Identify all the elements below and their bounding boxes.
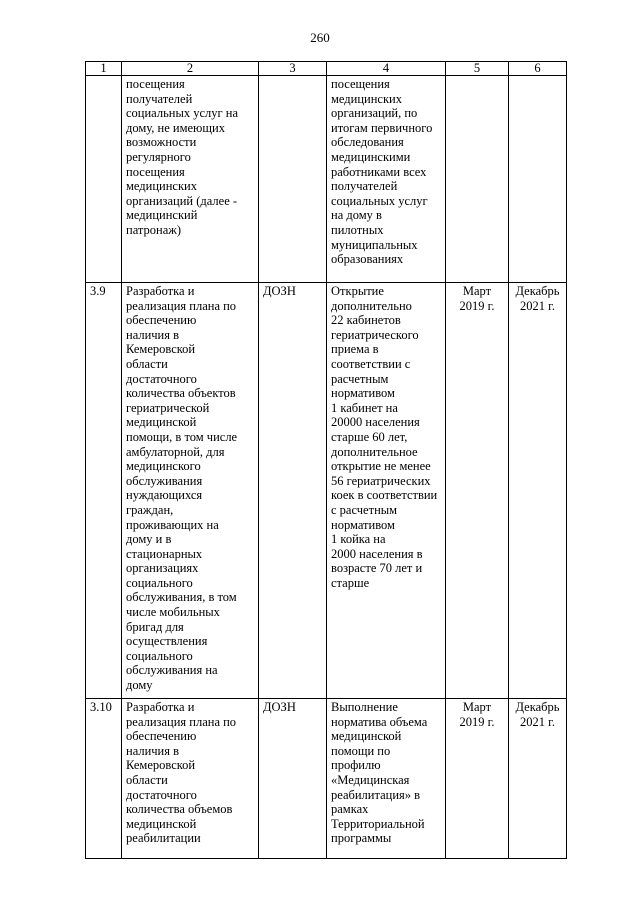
activity-cell: посещения получателей социальных услуг на дому, не имеющих возможности регулярного посещения медицинских организаций (далее - медицинский патронаж) <box>122 76 259 283</box>
activity-cell: Разработка и реализация плана по обеспечению наличия в Кемеровской области достаточного количества объемов медицинской реабилитации <box>122 699 259 859</box>
start-date-cell: Март 2019 г. <box>446 699 509 859</box>
end-date-cell: Декабрь 2021 г. <box>509 699 567 859</box>
start-date-cell <box>446 76 509 283</box>
table-row <box>86 283 567 699</box>
row-number-cell: 3.10 <box>86 699 122 859</box>
result-cell: Выполнение норматива объема медицинской помощи по профилю «Медицинская реабилитация» в рамках Территориальной программы <box>327 699 446 859</box>
column-header: 1 <box>86 62 122 76</box>
measures-table <box>85 61 567 859</box>
end-date-cell: Декабрь 2021 г. <box>509 283 567 699</box>
result-cell: Открытие дополнительно 22 кабинетов гериатрического приема в соответствии с расчетным нормативом 1 кабинет на 20000 населения старше 60 лет, дополнительное открытие не менее 56 гериатрических коек в соответствии с расчетным нормативом 1 койка на 2000 населения в возрасте 70 лет и старше <box>327 283 446 699</box>
executor-cell: ДОЗН <box>259 699 327 859</box>
table-row <box>86 76 567 283</box>
column-header: 4 <box>327 62 446 76</box>
start-date-cell: Март 2019 г. <box>446 283 509 699</box>
executor-cell: ДОЗН <box>259 283 327 699</box>
table-header-row <box>86 62 567 76</box>
table-row <box>86 699 567 859</box>
row-number-cell: 3.9 <box>86 283 122 699</box>
page-number: 260 <box>310 30 330 45</box>
column-header: 5 <box>446 62 509 76</box>
activity-cell: Разработка и реализация плана по обеспечению наличия в Кемеровской области достаточного количества объектов гериатрической медицинской помощи, в том числе амбулаторной, для медицинского обслуживания нуждающихся граждан, проживающих на дому и в стационарных организациях социального обслуживания, в том числе мобильных бригад для осуществления социального обслуживания на дому <box>122 283 259 699</box>
column-header: 3 <box>259 62 327 76</box>
column-header: 6 <box>509 62 567 76</box>
end-date-cell <box>509 76 567 283</box>
row-number-cell <box>86 76 122 283</box>
executor-cell <box>259 76 327 283</box>
column-header: 2 <box>122 62 259 76</box>
result-cell: посещения медицинских организаций, по итогам первичного обследования медицинскими работниками всех получателей социальных услуг на дому в пилотных муниципальных образованиях <box>327 76 446 283</box>
